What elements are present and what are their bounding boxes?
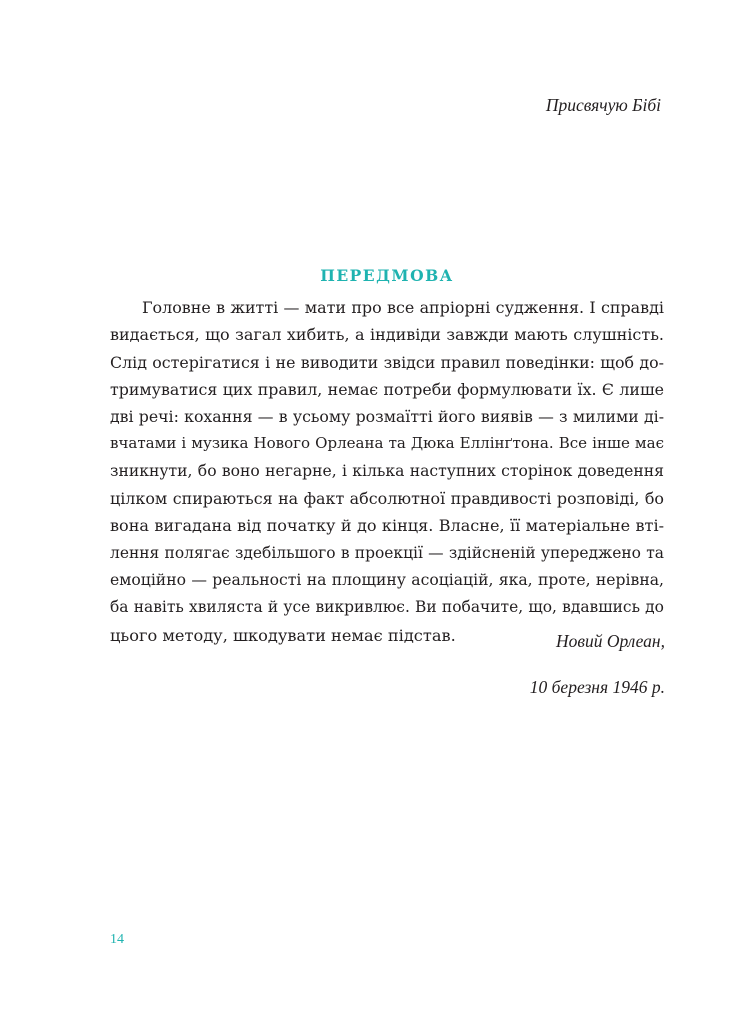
body-line: Головне в житті — мати про все апріорні судження. І справді: [142, 298, 664, 317]
body-line: видається, що загал хибить, а індивіди завжди мають слушність.: [110, 325, 664, 345]
body-line: зникнути, бо воно негарне, і кілька наступних сторінок доведення: [110, 461, 664, 480]
body-line: вона вигадана від початку й до кінця. Власне, її матеріальне вті-: [110, 516, 664, 536]
body-line: ба навіть хвиляста й усе викривлює. Ви побачите, що, вдавшись до: [110, 598, 664, 617]
place-signature: Новий Орлеан,: [556, 631, 665, 651]
page-number: 14: [110, 932, 124, 947]
dedication: Присвячую Бібі: [545, 95, 661, 115]
preface-body: [110, 294, 664, 649]
body-line: дві речі: кохання — в усьому розмаїтті його виявів — з милими ді-: [110, 407, 664, 427]
date-signature: 10 березня 1946 р.: [529, 677, 665, 697]
body-line: емоційно — реальності на площину асоціацій, яка, проте, нерівна,: [110, 570, 664, 589]
body-line: вчатами і музика Нового Орлеана та Дюка Еллінґтона. Все інше має: [110, 434, 664, 453]
body-line: цього методу, шкодувати немає підстав.: [110, 625, 456, 645]
body-line: Слід остерігатися і не виводити звідси правил поведінки: щоб до-: [110, 352, 664, 372]
section-heading: ПЕРЕДМОВА: [320, 266, 454, 285]
body-line: цілком спираються на факт абсолютної правдивості розповіді, бо: [110, 489, 664, 509]
body-line: тримуватися цих правил, немає потреби формулювати їх. Є лише: [110, 379, 664, 399]
body-line: лення полягає здебільшого в проекції — здійсненій упереджено та: [110, 543, 664, 562]
